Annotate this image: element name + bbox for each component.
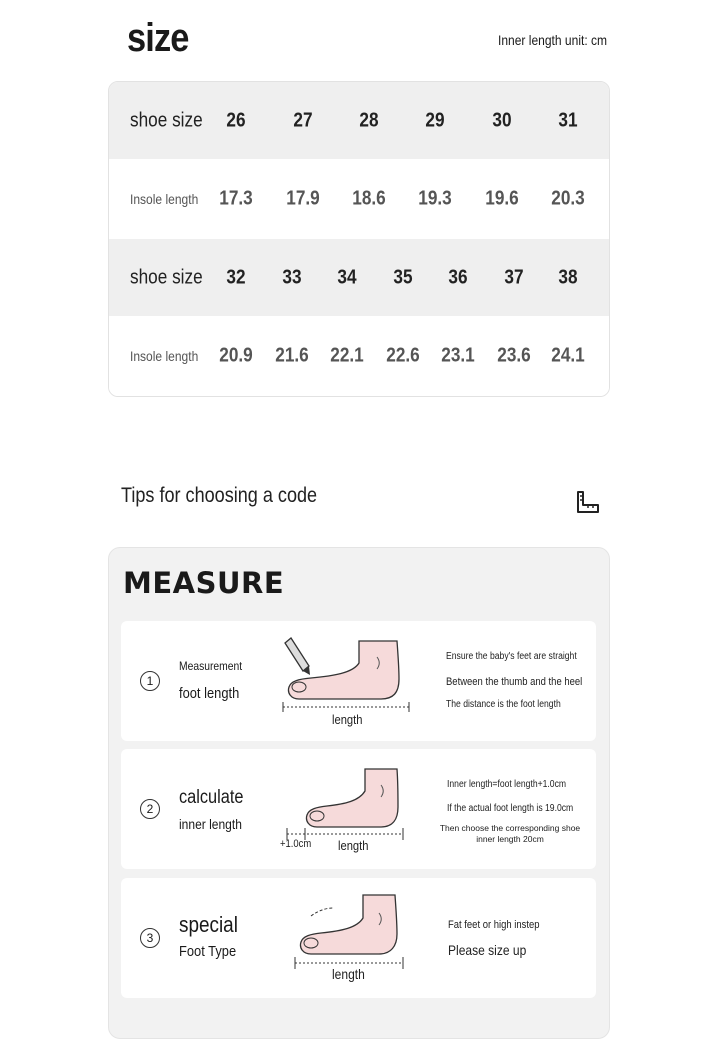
size-cell: 37	[504, 266, 524, 288]
insole-cell: 22.6	[386, 344, 420, 367]
ruler-icon	[575, 490, 601, 514]
insole-cell: 21.6	[275, 344, 309, 367]
step-card	[121, 878, 596, 998]
insole-cell: 23.1	[441, 344, 475, 367]
size-table	[108, 81, 610, 397]
tips-title: Tips for choosing a code	[121, 484, 318, 507]
length-label: length	[332, 712, 363, 727]
step-number: 2	[140, 799, 160, 819]
size-cell: 26	[226, 109, 246, 131]
size-cell: 33	[282, 266, 302, 288]
step-number: 1	[140, 671, 160, 691]
row-label: shoe size	[130, 266, 203, 288]
step-note: Fat feet or high instep	[448, 919, 540, 931]
step-title: calculate	[179, 787, 244, 808]
step-note: If the actual foot length is 19.0cm	[447, 803, 574, 814]
insole-cell: 20.9	[219, 344, 253, 367]
size-cell: 38	[558, 266, 578, 288]
size-row	[109, 82, 609, 159]
step-note: Inner length=foot length+1.0cm	[447, 779, 567, 790]
insole-row	[109, 316, 609, 396]
size-cell: 32	[226, 266, 246, 288]
step-subtitle: Foot Type	[179, 943, 237, 960]
size-cell: 36	[448, 266, 468, 288]
step-title: foot length	[179, 685, 240, 702]
row-label: shoe size	[130, 109, 203, 131]
size-cell: 28	[359, 109, 379, 131]
step-title: special	[179, 912, 238, 937]
size-cell: 35	[393, 266, 413, 288]
insole-row	[109, 159, 609, 239]
step-note: Please size up	[448, 942, 527, 958]
insole-cell: 22.1	[330, 344, 364, 367]
size-cell: 34	[337, 266, 357, 288]
step-note: Ensure the baby's feet are straight	[446, 651, 577, 662]
step-note: Between the thumb and the heel	[446, 676, 583, 688]
insole-cell: 23.6	[497, 344, 531, 367]
pencil-icon	[285, 638, 310, 675]
step-note: Then choose the corresponding shoe inner length 20cm	[439, 823, 581, 844]
insole-cell: 17.3	[219, 187, 253, 210]
step-card	[121, 621, 596, 741]
size-cell: 27	[293, 109, 313, 131]
step-subtitle: inner length	[179, 816, 242, 832]
step-card	[121, 749, 596, 869]
insole-cell: 19.3	[418, 187, 452, 210]
insole-cell: 20.3	[551, 187, 585, 210]
size-cell: 31	[558, 109, 578, 131]
insole-cell: 17.9	[286, 187, 320, 210]
insole-cell: 18.6	[352, 187, 386, 210]
length-label: length	[338, 838, 369, 853]
page-title: size	[127, 16, 189, 60]
insole-cell: 19.6	[485, 187, 519, 210]
length-label: length	[332, 966, 365, 982]
size-cell: 29	[425, 109, 445, 131]
size-row	[109, 239, 609, 316]
size-cell: 30	[492, 109, 512, 131]
measure-panel	[108, 547, 610, 1039]
unit-note: Inner length unit: cm	[498, 32, 608, 48]
step-subtitle: Measurement	[179, 659, 243, 673]
row-label: Insole length	[130, 348, 199, 364]
step-number: 3	[140, 928, 160, 948]
row-label: Insole length	[130, 191, 199, 207]
step-note: The distance is the foot length	[446, 699, 561, 710]
insole-cell: 24.1	[551, 344, 585, 367]
measure-title: MEASURE	[123, 566, 285, 600]
extra-length-label: +1.0cm	[280, 838, 312, 850]
